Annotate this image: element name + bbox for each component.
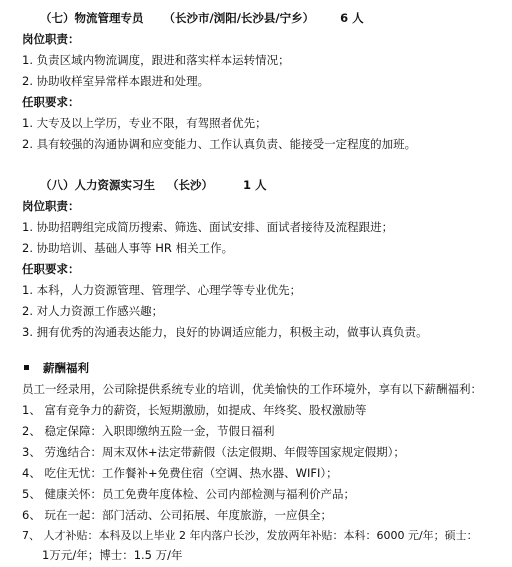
section-7-requirement-1: 1. 大专及以上学历，专业不限，有驾照者优先； bbox=[22, 116, 267, 130]
square-bullet-icon bbox=[24, 365, 29, 370]
section-7-heading bbox=[40, 10, 364, 26]
benefit-item-2: 2、 稳定保障：入职即缴纳五险一金，节假日福利 bbox=[22, 424, 275, 438]
section-8-requirement-2: 2. 对人力资源工作感兴趣； bbox=[22, 304, 164, 318]
benefits-heading-text: 薪酬福利 bbox=[43, 361, 89, 375]
section-8-duty-2: 2. 协助培训、基础人事等 HR 相关工作。 bbox=[22, 241, 234, 255]
section-7-requirement-2: 2. 具有较强的沟通协调和应变能力、工作认真负责、能接受一定程度的加班。 bbox=[22, 137, 417, 151]
section-7-duty-1: 1. 负责区域内物流调度，跟进和落实样本运转情况； bbox=[22, 53, 290, 67]
benefit-item-4: 4、 吃住无忧：工作餐补+免费住宿（空调、热水器、WIFI）； bbox=[22, 466, 338, 480]
benefits-heading bbox=[24, 360, 89, 376]
section-8-heading bbox=[40, 177, 267, 193]
section-8-count: 1 人 bbox=[243, 178, 267, 192]
benefit-item-5: 5、 健康关怀：员工免费年度体检、公司内部检测与福利价产品； bbox=[22, 487, 355, 501]
benefit-item-6: 6、 玩在一起：部门活动、公司拓展、年度旅游，一应俱全； bbox=[22, 508, 332, 522]
section-8-duties-label: 岗位职责： bbox=[22, 199, 80, 213]
section-7-duty-2: 2. 协助收样室异常样本跟进和处理。 bbox=[22, 74, 210, 88]
section-8-requirements-label: 任职要求： bbox=[22, 262, 80, 276]
section-8-duty-1: 1. 协助招聘组完成简历搜索、筛选、面试安排、面试者接待及流程跟进； bbox=[22, 220, 394, 234]
section-7-title: （七）物流管理专员 bbox=[40, 11, 144, 25]
section-8-requirement-3: 3. 拥有优秀的沟通表达能力，良好的协调适应能力，积极主动，做事认真负责。 bbox=[22, 325, 428, 339]
section-8-location: （长沙） bbox=[167, 178, 213, 192]
benefit-item-1: 1、 富有竞争力的薪资，长短期激励，如提成、年终奖、股权激励等 bbox=[22, 403, 367, 417]
benefit-item-7-continued: 1万元/年；博士：1.5 万/年 bbox=[42, 548, 183, 562]
section-7-count: 6 人 bbox=[340, 11, 364, 25]
benefit-item-3: 3、 劳逸结合：周末双休+法定带薪假（法定假期、年假等国家规定假期）； bbox=[22, 445, 405, 459]
section-8-title: （八）人力资源实习生 bbox=[40, 178, 155, 192]
section-8-requirement-1: 1. 本科，人力资源管理、管理学、心理学等专业优先； bbox=[22, 283, 302, 297]
benefits-intro: 员工一经录用，公司除提供系统专业的培训，优美愉快的工作环境外，享有以下薪酬福利： bbox=[22, 382, 482, 396]
benefit-item-7: 7、 人才补贴：本科及以上毕业 2 年内落户长沙，发放两年补贴：本科：6000 元/年；硕士： bbox=[22, 529, 478, 542]
section-7-location: （长沙市/浏阳/长沙县/宁乡） bbox=[163, 11, 315, 25]
section-7-requirements-label: 任职要求： bbox=[22, 95, 80, 109]
section-7-duties-label: 岗位职责： bbox=[22, 32, 80, 46]
